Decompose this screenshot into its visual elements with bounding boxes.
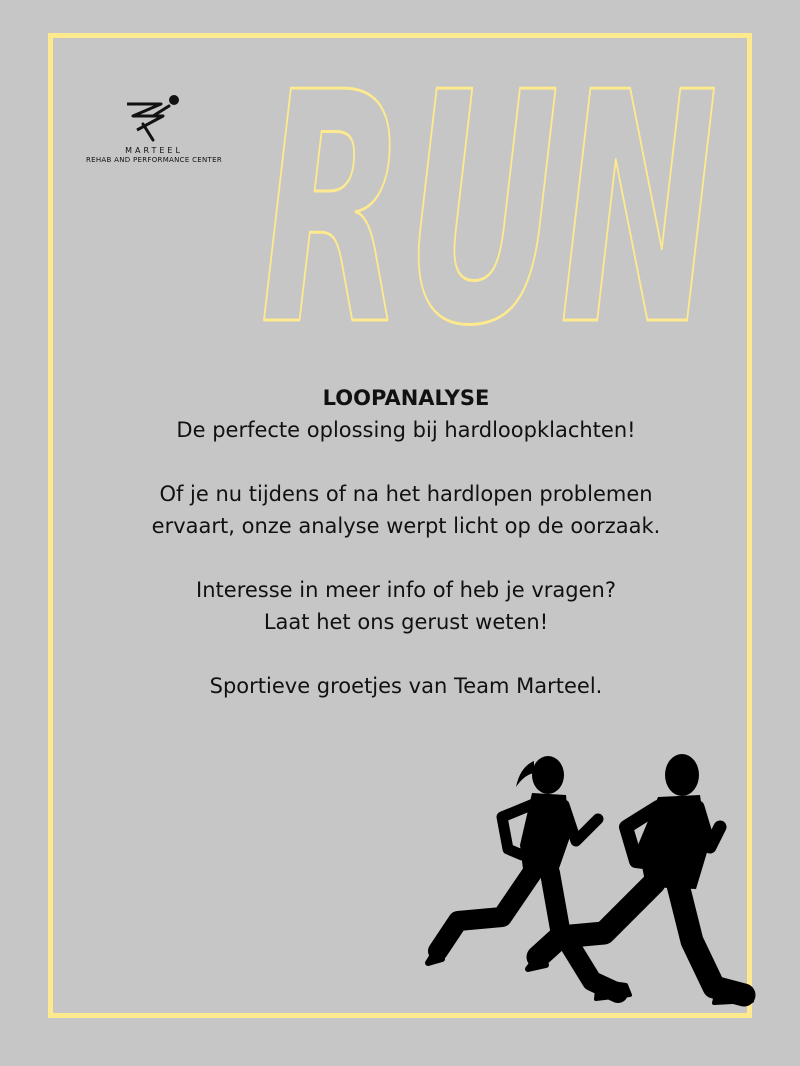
paragraph1-line1: Of je nu tijdens of na het hardlopen problemen <box>159 482 653 506</box>
heading: LOOPANALYSE <box>322 386 490 410</box>
subheading: De perfecte oplossing bij hardloopklachten! <box>176 418 636 442</box>
paragraph2-line2: Laat het ons gerust weten! <box>263 610 549 634</box>
runners-silhouette-icon <box>420 745 760 1020</box>
content-block <box>60 382 752 702</box>
male-runner <box>528 754 752 1003</box>
marteel-logo <box>66 94 242 164</box>
paragraph1-line2: ervaart, onze analyse werpt licht op de oorzaak. <box>151 514 661 538</box>
signoff: Sportieve groetjes van Team Marteel. <box>209 674 603 698</box>
paragraph2-line1: Interesse in meer info of heb je vragen? <box>196 578 616 602</box>
logo-tagline: REHAB AND PERFORMANCE CENTER <box>85 156 223 164</box>
run-title-text: RUN <box>260 70 718 340</box>
logo-name: MARTEEL <box>125 146 183 155</box>
run-title <box>250 70 740 340</box>
runner-logo-icon <box>123 94 185 144</box>
